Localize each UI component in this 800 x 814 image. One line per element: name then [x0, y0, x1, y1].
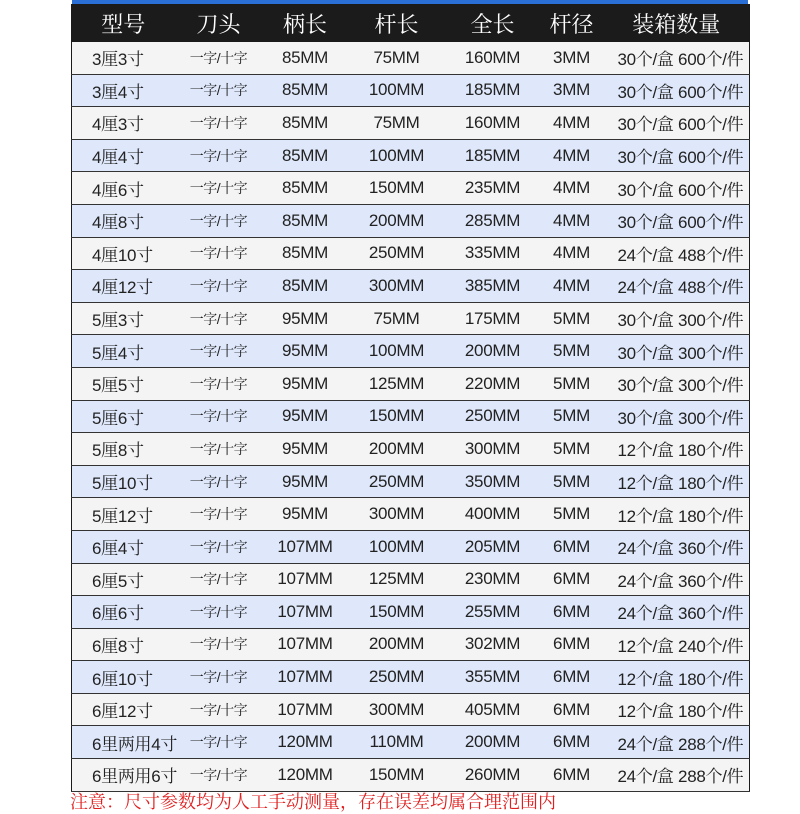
cell-shaft-length: 200MM	[348, 204, 446, 237]
cell-handle-length: 85MM	[263, 237, 348, 270]
cell-model: 4厘6寸	[72, 172, 175, 205]
cell-packing-quantity: 24个/盒 360个/件	[604, 563, 750, 596]
table-row	[72, 42, 750, 75]
cell-handle-length: 107MM	[263, 693, 348, 726]
cell-handle-length: 95MM	[263, 400, 348, 433]
cell-total-length: 285MM	[446, 204, 540, 237]
cell-total-length: 185MM	[446, 74, 540, 107]
cell-packing-quantity: 24个/盒 360个/件	[604, 530, 750, 563]
cell-handle-length: 107MM	[263, 661, 348, 694]
cell-handle-length: 107MM	[263, 530, 348, 563]
cell-handle-length: 107MM	[263, 628, 348, 661]
cell-shaft-diameter: 6MM	[540, 628, 604, 661]
cell-packing-quantity: 30个/盒 600个/件	[604, 74, 750, 107]
cell-shaft-diameter: 6MM	[540, 693, 604, 726]
cell-shaft-diameter: 5MM	[540, 302, 604, 335]
header-packing-quantity: 装箱数量	[604, 5, 750, 42]
cell-model: 4厘3寸	[72, 107, 175, 140]
cell-blade: 一字/十字	[175, 42, 263, 75]
cell-packing-quantity: 30个/盒 300个/件	[604, 367, 750, 400]
cell-model: 6厘4寸	[72, 530, 175, 563]
cell-blade: 一字/十字	[175, 139, 263, 172]
cell-blade: 一字/十字	[175, 661, 263, 694]
cell-shaft-length: 150MM	[348, 596, 446, 629]
cell-model: 5厘10寸	[72, 465, 175, 498]
cell-model: 6厘5寸	[72, 563, 175, 596]
cell-shaft-length: 200MM	[348, 433, 446, 466]
cell-blade: 一字/十字	[175, 759, 263, 792]
cell-shaft-length: 250MM	[348, 661, 446, 694]
table-row	[72, 433, 750, 466]
cell-total-length: 220MM	[446, 367, 540, 400]
header-handle-length: 柄长	[263, 5, 348, 42]
cell-shaft-diameter: 3MM	[540, 74, 604, 107]
cell-shaft-length: 100MM	[348, 530, 446, 563]
cell-handle-length: 85MM	[263, 204, 348, 237]
cell-model: 6厘12寸	[72, 693, 175, 726]
cell-blade: 一字/十字	[175, 237, 263, 270]
table-row	[72, 367, 750, 400]
cell-handle-length: 85MM	[263, 107, 348, 140]
cell-packing-quantity: 30个/盒 600个/件	[604, 42, 750, 75]
cell-handle-length: 95MM	[263, 367, 348, 400]
cell-model: 5厘4寸	[72, 335, 175, 368]
cell-handle-length: 85MM	[263, 139, 348, 172]
table-row	[72, 139, 750, 172]
cell-packing-quantity: 30个/盒 600个/件	[604, 139, 750, 172]
cell-shaft-length: 300MM	[348, 498, 446, 531]
cell-shaft-length: 150MM	[348, 172, 446, 205]
cell-shaft-diameter: 3MM	[540, 42, 604, 75]
cell-handle-length: 95MM	[263, 433, 348, 466]
cell-handle-length: 95MM	[263, 465, 348, 498]
cell-shaft-length: 250MM	[348, 237, 446, 270]
cell-model: 5厘3寸	[72, 302, 175, 335]
cell-shaft-diameter: 4MM	[540, 107, 604, 140]
table-row	[72, 693, 750, 726]
cell-packing-quantity: 24个/盒 488个/件	[604, 270, 750, 303]
cell-blade: 一字/十字	[175, 367, 263, 400]
header-model: 型号	[72, 5, 175, 42]
cell-model: 5厘8寸	[72, 433, 175, 466]
table-row	[72, 726, 750, 759]
footer-note: 注意：尺寸参数均为人工手动测量，存在误差均属合理范围内	[70, 792, 556, 812]
table-row	[72, 759, 750, 792]
cell-model: 6里两用4寸	[72, 726, 175, 759]
cell-total-length: 255MM	[446, 596, 540, 629]
cell-total-length: 335MM	[446, 237, 540, 270]
table-row	[72, 107, 750, 140]
header-shaft-length: 杆长	[348, 5, 446, 42]
cell-blade: 一字/十字	[175, 204, 263, 237]
cell-model: 5厘12寸	[72, 498, 175, 531]
cell-total-length: 355MM	[446, 661, 540, 694]
cell-model: 3厘3寸	[72, 42, 175, 75]
cell-total-length: 300MM	[446, 433, 540, 466]
table-row	[72, 596, 750, 629]
cell-shaft-length: 200MM	[348, 628, 446, 661]
cell-packing-quantity: 12个/盒 180个/件	[604, 433, 750, 466]
cell-packing-quantity: 12个/盒 180个/件	[604, 693, 750, 726]
cell-model: 4厘4寸	[72, 139, 175, 172]
cell-shaft-length: 110MM	[348, 726, 446, 759]
cell-blade: 一字/十字	[175, 465, 263, 498]
cell-blade: 一字/十字	[175, 270, 263, 303]
cell-total-length: 260MM	[446, 759, 540, 792]
cell-blade: 一字/十字	[175, 693, 263, 726]
cell-packing-quantity: 30个/盒 300个/件	[604, 335, 750, 368]
table-header-row	[72, 5, 750, 42]
cell-total-length: 400MM	[446, 498, 540, 531]
cell-total-length: 230MM	[446, 563, 540, 596]
cell-handle-length: 107MM	[263, 596, 348, 629]
cell-packing-quantity: 30个/盒 600个/件	[604, 107, 750, 140]
table-row	[72, 335, 750, 368]
cell-shaft-length: 250MM	[348, 465, 446, 498]
cell-blade: 一字/十字	[175, 596, 263, 629]
table-row	[72, 204, 750, 237]
table-row	[72, 237, 750, 270]
cell-handle-length: 120MM	[263, 759, 348, 792]
cell-handle-length: 85MM	[263, 270, 348, 303]
header-shaft-diameter: 杆径	[540, 5, 604, 42]
cell-blade: 一字/十字	[175, 628, 263, 661]
cell-packing-quantity: 24个/盒 488个/件	[604, 237, 750, 270]
cell-total-length: 302MM	[446, 628, 540, 661]
cell-handle-length: 85MM	[263, 74, 348, 107]
cell-blade: 一字/十字	[175, 726, 263, 759]
table-row	[72, 563, 750, 596]
spec-table	[71, 4, 750, 792]
cell-total-length: 405MM	[446, 693, 540, 726]
table-row	[72, 465, 750, 498]
cell-shaft-diameter: 6MM	[540, 563, 604, 596]
cell-model: 4厘12寸	[72, 270, 175, 303]
cell-packing-quantity: 12个/盒 180个/件	[604, 661, 750, 694]
cell-packing-quantity: 12个/盒 180个/件	[604, 498, 750, 531]
cell-shaft-diameter: 4MM	[540, 139, 604, 172]
cell-total-length: 200MM	[446, 335, 540, 368]
table-row	[72, 302, 750, 335]
cell-packing-quantity: 30个/盒 300个/件	[604, 400, 750, 433]
cell-total-length: 385MM	[446, 270, 540, 303]
cell-shaft-diameter: 4MM	[540, 204, 604, 237]
cell-blade: 一字/十字	[175, 107, 263, 140]
cell-total-length: 175MM	[446, 302, 540, 335]
cell-packing-quantity: 30个/盒 600个/件	[604, 204, 750, 237]
cell-blade: 一字/十字	[175, 498, 263, 531]
cell-handle-length: 95MM	[263, 335, 348, 368]
cell-shaft-diameter: 6MM	[540, 596, 604, 629]
cell-total-length: 235MM	[446, 172, 540, 205]
cell-shaft-diameter: 5MM	[540, 465, 604, 498]
cell-handle-length: 85MM	[263, 172, 348, 205]
cell-shaft-length: 150MM	[348, 759, 446, 792]
cell-shaft-diameter: 6MM	[540, 726, 604, 759]
cell-packing-quantity: 12个/盒 240个/件	[604, 628, 750, 661]
header-total-length: 全长	[446, 5, 540, 42]
cell-blade: 一字/十字	[175, 530, 263, 563]
cell-shaft-diameter: 4MM	[540, 270, 604, 303]
cell-model: 5厘6寸	[72, 400, 175, 433]
cell-shaft-length: 75MM	[348, 42, 446, 75]
cell-shaft-diameter: 5MM	[540, 367, 604, 400]
cell-shaft-length: 100MM	[348, 74, 446, 107]
cell-shaft-length: 75MM	[348, 302, 446, 335]
cell-shaft-length: 150MM	[348, 400, 446, 433]
cell-handle-length: 95MM	[263, 498, 348, 531]
cell-model: 6厘6寸	[72, 596, 175, 629]
cell-shaft-diameter: 5MM	[540, 400, 604, 433]
table-row	[72, 270, 750, 303]
cell-model: 4厘10寸	[72, 237, 175, 270]
table-row	[72, 530, 750, 563]
cell-shaft-length: 75MM	[348, 107, 446, 140]
cell-shaft-diameter: 5MM	[540, 335, 604, 368]
cell-shaft-length: 125MM	[348, 563, 446, 596]
cell-shaft-diameter: 5MM	[540, 498, 604, 531]
cell-packing-quantity: 30个/盒 600个/件	[604, 172, 750, 205]
cell-shaft-length: 125MM	[348, 367, 446, 400]
table-row	[72, 172, 750, 205]
cell-packing-quantity: 24个/盒 288个/件	[604, 759, 750, 792]
cell-handle-length: 95MM	[263, 302, 348, 335]
cell-total-length: 205MM	[446, 530, 540, 563]
cell-blade: 一字/十字	[175, 433, 263, 466]
table-row	[72, 498, 750, 531]
cell-model: 6厘8寸	[72, 628, 175, 661]
cell-packing-quantity: 24个/盒 288个/件	[604, 726, 750, 759]
cell-total-length: 160MM	[446, 107, 540, 140]
cell-total-length: 350MM	[446, 465, 540, 498]
cell-model: 5厘5寸	[72, 367, 175, 400]
cell-shaft-length: 100MM	[348, 139, 446, 172]
table-body	[72, 42, 750, 792]
cell-packing-quantity: 30个/盒 300个/件	[604, 302, 750, 335]
cell-packing-quantity: 24个/盒 360个/件	[604, 596, 750, 629]
header-blade: 刀头	[175, 5, 263, 42]
table-row	[72, 628, 750, 661]
cell-total-length: 160MM	[446, 42, 540, 75]
cell-total-length: 250MM	[446, 400, 540, 433]
cell-packing-quantity: 12个/盒 180个/件	[604, 465, 750, 498]
cell-shaft-diameter: 6MM	[540, 661, 604, 694]
cell-model: 3厘4寸	[72, 74, 175, 107]
cell-shaft-diameter: 4MM	[540, 172, 604, 205]
cell-handle-length: 85MM	[263, 42, 348, 75]
cell-shaft-diameter: 5MM	[540, 433, 604, 466]
cell-blade: 一字/十字	[175, 74, 263, 107]
cell-total-length: 185MM	[446, 139, 540, 172]
cell-blade: 一字/十字	[175, 400, 263, 433]
cell-total-length: 200MM	[446, 726, 540, 759]
cell-shaft-diameter: 4MM	[540, 237, 604, 270]
cell-model: 6里两用6寸	[72, 759, 175, 792]
table-row	[72, 400, 750, 433]
cell-blade: 一字/十字	[175, 302, 263, 335]
cell-model: 6厘10寸	[72, 661, 175, 694]
table-row	[72, 661, 750, 694]
cell-handle-length: 107MM	[263, 563, 348, 596]
cell-shaft-diameter: 6MM	[540, 530, 604, 563]
cell-shaft-length: 100MM	[348, 335, 446, 368]
cell-shaft-length: 300MM	[348, 693, 446, 726]
cell-shaft-length: 300MM	[348, 270, 446, 303]
cell-blade: 一字/十字	[175, 563, 263, 596]
cell-shaft-diameter: 6MM	[540, 759, 604, 792]
cell-model: 4厘8寸	[72, 204, 175, 237]
table-row	[72, 74, 750, 107]
cell-handle-length: 120MM	[263, 726, 348, 759]
cell-blade: 一字/十字	[175, 172, 263, 205]
cell-blade: 一字/十字	[175, 335, 263, 368]
